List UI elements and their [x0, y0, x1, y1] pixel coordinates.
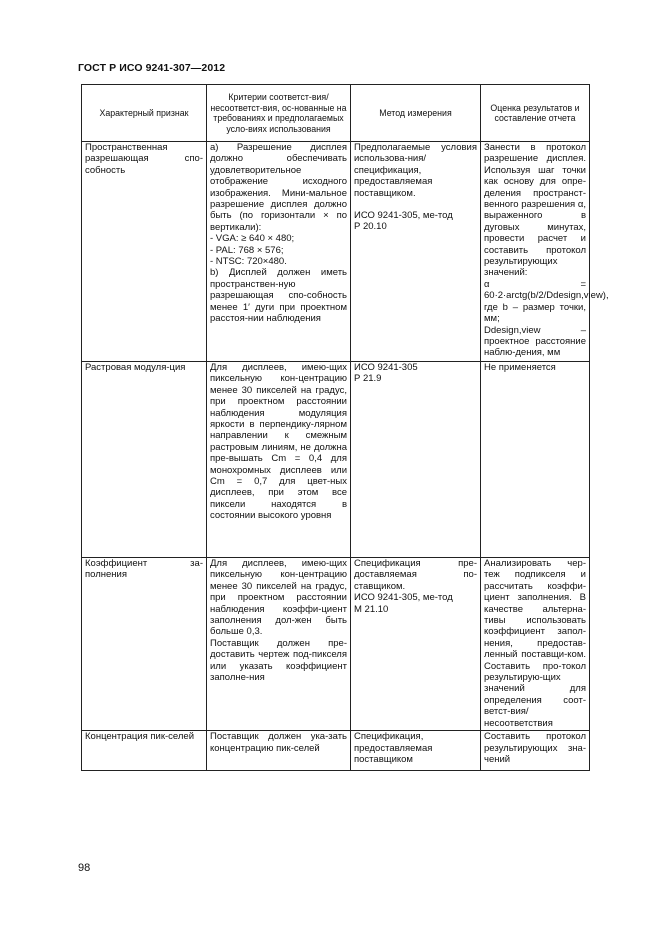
method-paragraph: Р 20.10	[354, 221, 387, 233]
evaluation-cell	[481, 362, 590, 558]
column-header-method: Метод измерения	[351, 85, 481, 142]
criteria-cell	[207, 731, 351, 771]
evaluation-paragraph: Ddesign,view – проектное расстояние наблю-дения, мм	[484, 324, 586, 359]
criteria-paragraph: а) Разрешение дисплея должно обеспечивать удовлетворительное отображение исходного изображения. Мини-мальное разрешение дисплея должно быть (по горизонтали × по вертикали):	[210, 142, 347, 233]
method-paragraph: Спецификация, предоставляемая поставщиком	[354, 731, 433, 765]
evaluation-paragraph: α = 60·2·arctg(b/2/Ddesign,view),	[484, 278, 609, 302]
table-header-row	[82, 85, 590, 142]
criteria-paragraph: - NTSC: 720×480.	[210, 256, 287, 268]
feature-cell: Концентрация пик-селей	[82, 731, 207, 771]
method-paragraph: Спецификация пре-доставляемая по-ставщиком.	[354, 558, 477, 592]
table-row	[82, 362, 590, 558]
evaluation-paragraph: Анализировать чер-теж подпикселя и рассчитать коэффи-циент заполнения. В качестве альтерна-тивы использовать коэффициент запол-нения, предостав-ленный поставщи-ком. Составить про-токол результирую-щих значений для определения соот-ветст-вия/несоответствия	[484, 558, 586, 729]
table-row	[82, 731, 590, 771]
evaluation-paragraph: Не применяется	[484, 362, 556, 373]
table-row	[82, 142, 590, 362]
method-cell	[351, 362, 481, 558]
method-paragraph: ИСО 9241-305, ме-тод	[354, 592, 453, 604]
evaluation-cell	[481, 731, 590, 771]
criteria-cell	[207, 362, 351, 558]
criteria-paragraph: b) Дисплей должен иметь пространствен-ную разрешающая спо-собность менее 1′ дуги при проектном расстоя-нии наблюдения	[210, 267, 347, 325]
feature-cell: Растровая модуля-ция	[82, 362, 207, 558]
requirements-table	[81, 84, 609, 771]
criteria-paragraph: Для дисплеев, имею-щих пиксельную кон-центрацию менее 30 пикселей на градус, при проектном расстоянии наблюдения модуляция яркости в перпендику-лярном направлении к смежным растровым линиям, не должна пре-вышать Cm = 0,4 для монохромных дисплеев или Cm = 0,7 для цвет-ных дисплеев, при этом все пиксели находятся в состоянии высокого уровня	[210, 362, 347, 522]
evaluation-paragraph: Занести в протокол разрешение дисплея. Используя шаг точки как основу для опре-деления пространст-венного разрешения α, выраженного в дуговых минутах, провести расчет и составить протокол результирующих значений:	[484, 142, 586, 279]
criteria-paragraph: Поставщик должен ука-зать концентрацию пик-селей	[210, 731, 347, 754]
method-paragraph: ИСО 9241-305	[354, 362, 418, 373]
method-paragraph: ИСО 9241-305, ме-тод	[354, 210, 453, 222]
method-paragraph: Предполагаемые условия использова-ния/спецификация, предоставляемая поставщиком.	[354, 142, 477, 199]
evaluation-paragraph: где b – размер точки, мм;	[484, 301, 586, 325]
document-header: ГОСТ Р ИСО 9241-307—2012	[78, 62, 226, 74]
criteria-paragraph: Поставщик должен пре-доставить чертеж под-пикселя или указать коэффициент заполне-ния	[210, 637, 347, 684]
feature-cell: Пространственная разрешающая спо-собность	[82, 142, 207, 362]
page-number: 98	[78, 862, 91, 874]
column-header-criteria: Критерии соответст-вия/несоответст-вия, ос-нованные на требованиях и предполагаемых усло-виях использования	[207, 85, 351, 142]
criteria-paragraph: - PAL: 768 × 576;	[210, 244, 284, 256]
method-cell	[351, 731, 481, 771]
criteria-paragraph: Для дисплеев, имею-щих пиксельную кон-центрацию менее 30 пикселей на градус, при проектном расстоянии наблюдения коэффи-циент заполнения дол-жен быть больше 0,3.	[210, 558, 347, 638]
column-header-evaluation: Оценка результатов и составление отчета	[481, 85, 590, 142]
criteria-cell	[207, 558, 351, 731]
criteria-paragraph: - VGA: ≥ 640 × 480;	[210, 233, 295, 245]
column-header-feature: Характерный признак	[82, 85, 207, 142]
feature-cell: Коэффициент за-полнения	[82, 558, 207, 731]
method-cell	[351, 558, 481, 731]
criteria-cell	[207, 142, 351, 362]
method-paragraph: М 21.10	[354, 603, 389, 615]
evaluation-paragraph: Составить протокол результирующих зна-чений	[484, 731, 586, 765]
evaluation-cell	[481, 558, 590, 731]
table-row	[82, 558, 590, 731]
method-paragraph: Р 21.9	[354, 373, 382, 385]
method-cell	[351, 142, 481, 362]
evaluation-cell	[481, 142, 609, 362]
